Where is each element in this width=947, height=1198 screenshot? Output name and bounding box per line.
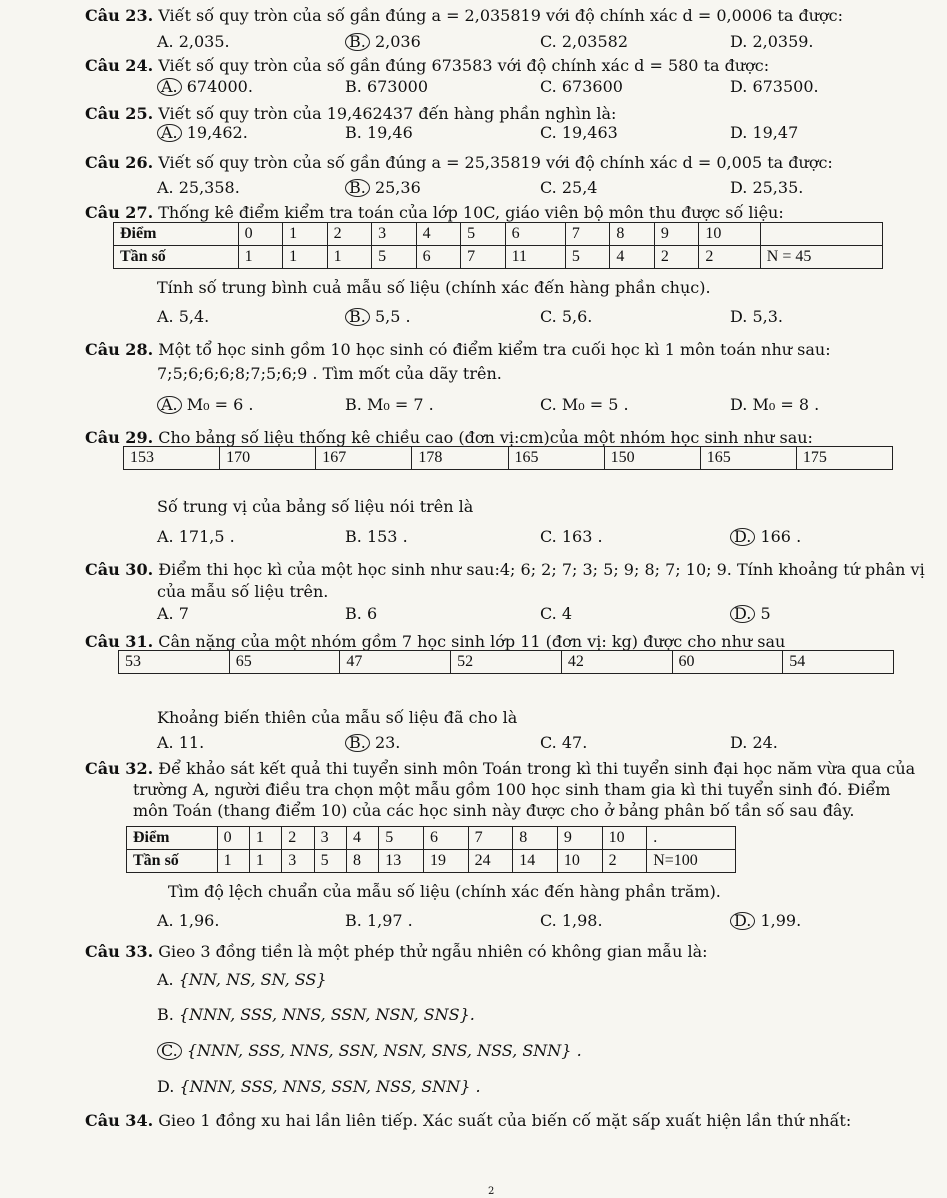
table-cell: 9 [557, 827, 602, 850]
table-cell: 165 [700, 447, 796, 470]
table-cell: 150 [604, 447, 700, 470]
table-cell: 10 [699, 223, 760, 246]
page-number: 2 [488, 1186, 495, 1197]
q27-frequency-table [113, 222, 883, 269]
q27-table-row-score [114, 223, 883, 246]
table-cell: 170 [220, 447, 316, 470]
q30-option-a[interactable]: A. 7 [157, 604, 189, 623]
q24-option-b[interactable]: B. 673000 [345, 77, 429, 96]
q32-table-row-frequency [127, 850, 736, 873]
q32-option-c[interactable]: C. 1,98. [540, 911, 603, 930]
q26-option-d[interactable]: D. 25,35. [730, 178, 804, 197]
q27-stem: Câu 27. Thống kê điểm kiểm tra toán của lớp 10C, giáo viên bộ môn thu được số liệu: [85, 203, 784, 222]
table-cell: 65 [229, 651, 340, 674]
table-cell: 7 [565, 223, 610, 246]
q23-option-a[interactable]: A. 2,035. [157, 32, 230, 51]
table-cell: 2 [699, 246, 760, 269]
table-cell: 2 [602, 850, 647, 873]
table-cell: 175 [796, 447, 892, 470]
table-cell: 11 [505, 246, 565, 269]
table-cell: N = 45 [760, 246, 882, 269]
q28-option-b[interactable]: B. M₀ = 7 . [345, 395, 434, 414]
table-row [119, 651, 894, 674]
q24-stem: Câu 24. Viết số quy tròn của số gần đúng 673583 với độ chính xác d = 580 ta được: [85, 56, 770, 75]
table-cell: 1 [327, 246, 372, 269]
q23-option-b[interactable]: B. 2,036 [345, 32, 421, 52]
table-cell: N=100 [647, 850, 736, 873]
table-cell: 1 [283, 223, 328, 246]
q26-option-a[interactable]: A. 25,358. [157, 178, 240, 197]
q24-option-c[interactable]: C. 673600 [540, 77, 623, 96]
q32-option-b[interactable]: B. 1,97 . [345, 911, 413, 930]
table-row [124, 447, 893, 470]
table-cell: 3 [314, 827, 346, 850]
q31-stem: Câu 31. Cân nặng của một nhóm gồm 7 học sinh lớp 11 (đơn vị: kg) được cho như sau [85, 632, 786, 651]
q28-stem-line2: 7;5;6;6;6;8;7;5;6;9 . Tìm mốt của dãy trên. [157, 364, 502, 383]
q31-option-d[interactable]: D. 24. [730, 733, 778, 752]
table-cell: 42 [561, 651, 672, 674]
q30-stem-line2: của mẫu số liệu trên. [157, 582, 329, 601]
q26-option-b[interactable]: B. 25,36 [345, 178, 421, 198]
q32-frequency-table [126, 826, 736, 873]
q33-option-a[interactable]: A. {NN, NS, SN, SS} [157, 970, 327, 989]
q30-option-b[interactable]: B. 6 [345, 604, 378, 623]
table-cell: 165 [508, 447, 604, 470]
table-cell: 0 [217, 827, 249, 850]
table-cell: 19 [423, 850, 468, 873]
q23-stem: Câu 23. Viết số quy tròn của số gần đúng a = 2,035819 với độ chính xác d = 0,0006 ta được: [85, 6, 843, 25]
q33-option-d[interactable]: D. {NNN, SSS, NNS, SSN, NSS, SNN} . [157, 1077, 481, 1096]
table-cell: 178 [412, 447, 508, 470]
q29-option-b[interactable]: B. 153 . [345, 527, 408, 546]
q32-stem: Câu 32. Để khảo sát kết quả thi tuyển sinh môn Toán trong kì thi tuyển sinh đại học năm vừa qua của [85, 759, 916, 778]
q25-option-c[interactable]: C. 19,463 [540, 123, 618, 142]
q30-option-c[interactable]: C. 4 [540, 604, 573, 623]
q25-option-a[interactable]: A. 19,462. [157, 123, 248, 143]
table-cell: 9 [654, 223, 699, 246]
table-cell: 5 [379, 827, 424, 850]
table-cell: 5 [565, 246, 610, 269]
q25-stem: Câu 25. Viết số quy tròn của 19,462437 đến hàng phần nghìn là: [85, 104, 617, 123]
table-cell: 3 [372, 223, 417, 246]
table-cell [760, 223, 882, 246]
table-cell: 24 [468, 850, 513, 873]
q23-option-c[interactable]: C. 2,03582 [540, 32, 629, 51]
table-cell: 7 [468, 827, 513, 850]
table-cell: 4 [416, 223, 461, 246]
q29-stem: Câu 29. Cho bảng số liệu thống kê chiều cao (đơn vị:cm)của một nhóm học sinh như sau: [85, 428, 813, 447]
table-cell: 8 [346, 850, 378, 873]
table-header-cell: Điểm [114, 223, 239, 246]
q27-option-a[interactable]: A. 5,4. [157, 307, 210, 326]
q27-option-d[interactable]: D. 5,3. [730, 307, 783, 326]
q27-option-b[interactable]: B. 5,5 . [345, 307, 411, 327]
q29-subtext: Số trung vị của bảng số liệu nói trên là [157, 497, 474, 516]
q33-stem: Câu 33. Gieo 3 đồng tiền là một phép thử ngẫu nhiên có không gian mẫu là: [85, 942, 708, 961]
table-cell: 5 [461, 223, 506, 246]
q29-option-d[interactable]: D. 166 . [730, 527, 801, 547]
table-header-cell: Tần số [114, 246, 239, 269]
q31-option-b[interactable]: B. 23. [345, 733, 400, 753]
table-cell: 52 [451, 651, 562, 674]
table-cell: 0 [238, 223, 283, 246]
table-cell: 1 [249, 827, 281, 850]
q33-option-b[interactable]: B. {NNN, SSS, NNS, SSN, NSN, SNS}. [157, 1005, 475, 1024]
table-cell: 14 [513, 850, 558, 873]
table-cell: 1 [249, 850, 281, 873]
q32-subtext: Tìm độ lệch chuẩn của mẫu số liệu (chính xác đến hàng phần trăm). [168, 882, 721, 901]
table-cell: 6 [416, 246, 461, 269]
table-cell: 167 [316, 447, 412, 470]
q31-option-c[interactable]: C. 47. [540, 733, 588, 752]
table-cell: 47 [340, 651, 451, 674]
q29-option-a[interactable]: A. 171,5 . [157, 527, 235, 546]
q28-option-a[interactable]: A. M₀ = 6 . [157, 395, 253, 415]
q28-option-d[interactable]: D. M₀ = 8 . [730, 395, 820, 414]
q25-option-b[interactable]: B. 19,46 [345, 123, 413, 142]
q28-option-c[interactable]: C. M₀ = 5 . [540, 395, 629, 414]
q23-option-d[interactable]: D. 2,0359. [730, 32, 814, 51]
table-cell: 5 [314, 850, 346, 873]
table-cell: 4 [610, 246, 655, 269]
q26-stem: Câu 26. Viết số quy tròn của số gần đúng a = 25,35819 với độ chính xác d = 0,005 ta được: [85, 153, 833, 172]
table-cell: 10 [557, 850, 602, 873]
q24-option-d[interactable]: D. 673500. [730, 77, 819, 96]
q26-option-c[interactable]: C. 25,4 [540, 178, 598, 197]
q34-stem: Câu 34. Gieo 1 đồng xu hai lần liên tiếp. Xác suất của biến cố mặt sấp xuất hiện lần thứ nhất: [85, 1111, 852, 1130]
table-cell: 153 [124, 447, 220, 470]
table-cell: 6 [505, 223, 565, 246]
table-cell: 1 [217, 850, 249, 873]
q30-option-d[interactable]: D. 5 [730, 604, 771, 624]
table-cell: 4 [346, 827, 378, 850]
q27-option-c[interactable]: C. 5,6. [540, 307, 593, 326]
table-cell: 6 [423, 827, 468, 850]
q33-option-c[interactable]: C. {NNN, SSS, NNS, SSN, NSN, SNS, NSS, SNN} . [157, 1041, 582, 1061]
q31-values-table [118, 650, 894, 674]
table-cell: 8 [513, 827, 558, 850]
table-header-cell: Tần số [127, 850, 218, 873]
table-cell: 60 [672, 651, 783, 674]
q32-stem-line2: trường A, người điều tra chọn một mẫu gồm 100 học sinh tham gia kì thi tuyển sinh đó. Điểm [133, 780, 891, 799]
table-cell: 7 [461, 246, 506, 269]
table-cell: 3 [282, 850, 314, 873]
q24-option-a[interactable]: A. 674000. [157, 77, 253, 97]
table-cell: 54 [783, 651, 894, 674]
q29-option-c[interactable]: C. 163 . [540, 527, 603, 546]
table-cell: 2 [327, 223, 372, 246]
q32-option-a[interactable]: A. 1,96. [157, 911, 220, 930]
q32-option-d[interactable]: D. 1,99. [730, 911, 801, 931]
table-cell: 13 [379, 850, 424, 873]
q27-table-row-frequency [114, 246, 883, 269]
table-cell: 53 [119, 651, 230, 674]
table-cell: 1 [238, 246, 283, 269]
q30-stem: Câu 30. Điểm thi học kì của một học sinh như sau:4; 6; 2; 7; 3; 5; 9; 8; 7; 10; 9. Tính khoảng tứ phân vị [85, 560, 925, 579]
table-cell: 10 [602, 827, 647, 850]
table-cell: 2 [654, 246, 699, 269]
q28-stem: Câu 28. Một tổ học sinh gồm 10 học sinh có điểm kiểm tra cuối học kì 1 môn toán như sau: [85, 340, 831, 359]
q31-subtext: Khoảng biến thiên của mẫu số liệu đã cho là [157, 708, 518, 727]
table-cell: 5 [372, 246, 417, 269]
q27-subtext: Tính số trung bình cuả mẫu số liệu (chính xác đến hàng phần chục). [157, 278, 711, 297]
table-cell: 1 [283, 246, 328, 269]
q25-option-d[interactable]: D. 19,47 [730, 123, 799, 142]
q29-values-table [123, 446, 893, 470]
table-cell: . [647, 827, 736, 850]
table-cell: 8 [610, 223, 655, 246]
q31-option-a[interactable]: A. 11. [157, 733, 205, 752]
table-header-cell: Điểm [127, 827, 218, 850]
table-cell: 2 [282, 827, 314, 850]
q32-stem-line3: môn Toán (thang điểm 10) của các học sinh này được cho ở bảng phân bố tần số sau đây. [133, 801, 855, 820]
q32-table-row-score [127, 827, 736, 850]
